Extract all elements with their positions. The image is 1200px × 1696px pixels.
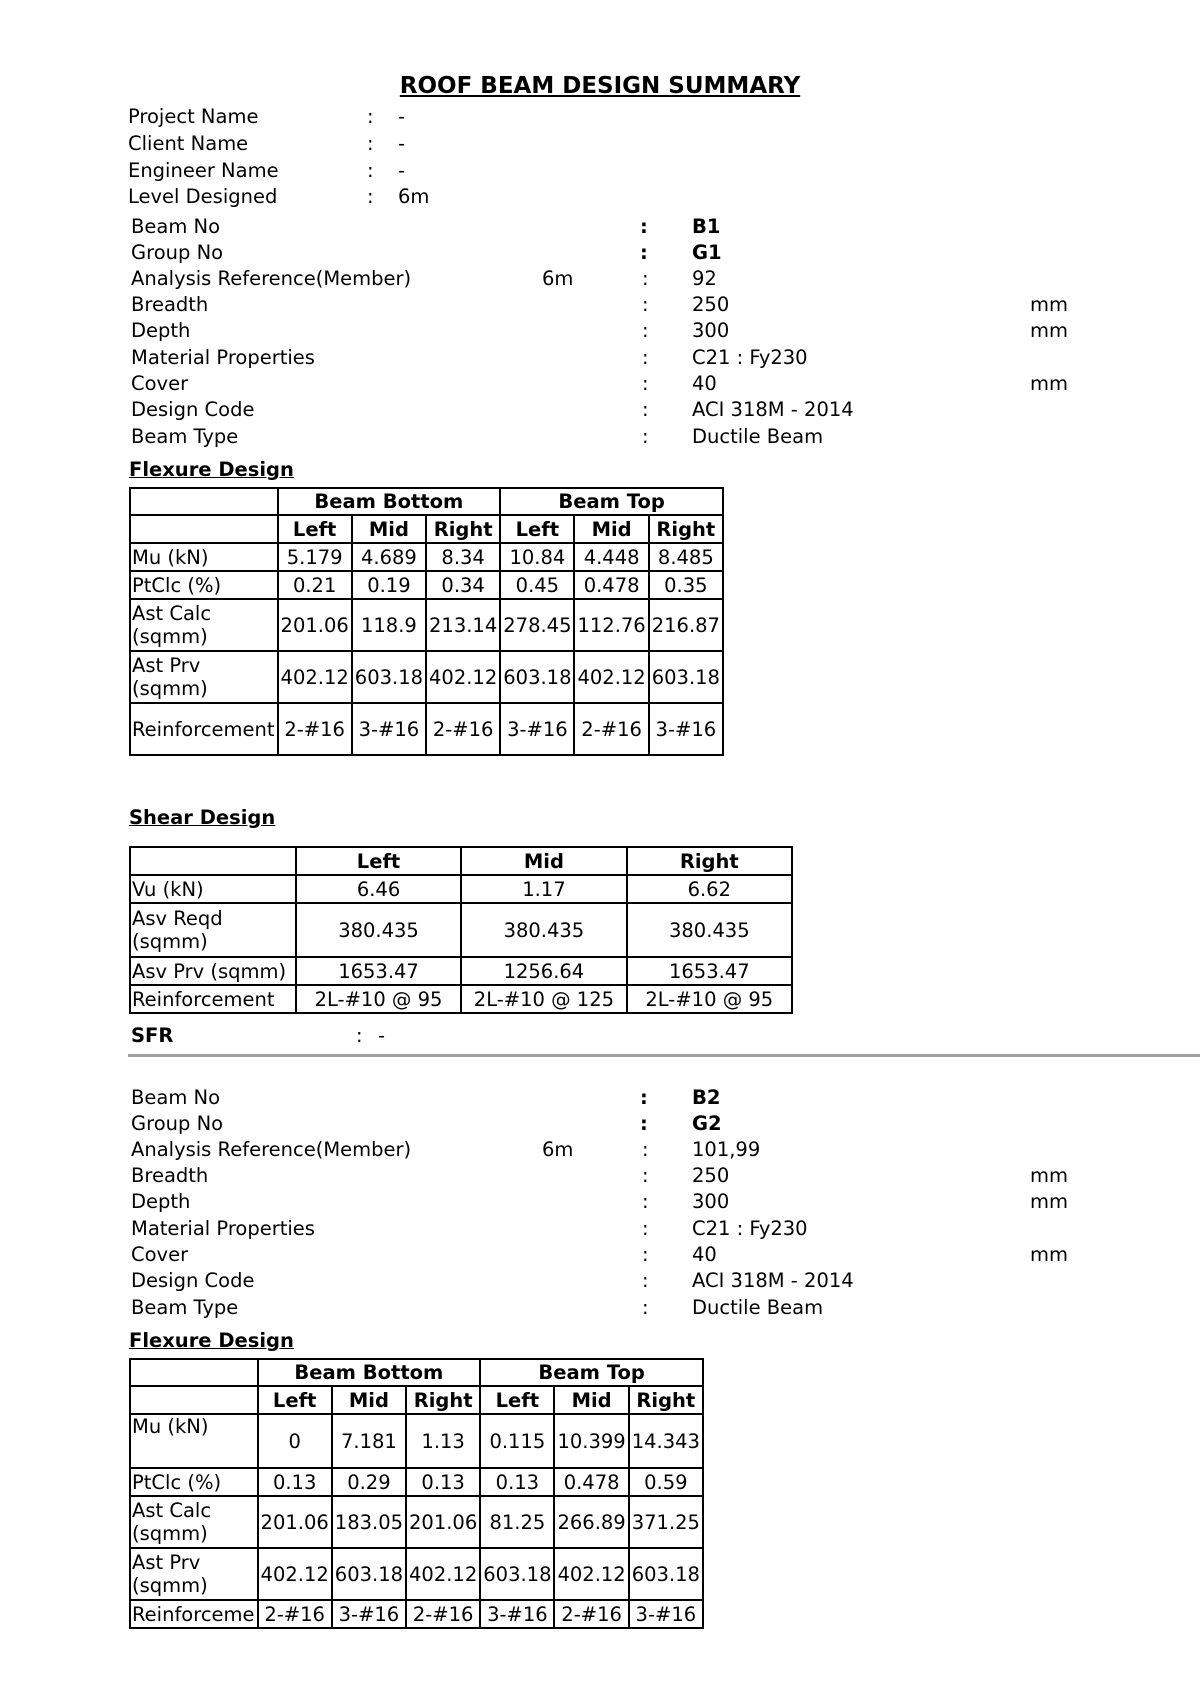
- cell: 2-#16: [278, 703, 352, 755]
- table-row: [130, 703, 723, 755]
- prop-sep: :: [640, 1086, 648, 1109]
- prop-sep: :: [642, 1138, 649, 1161]
- flexure-heading: Flexure Design: [129, 458, 294, 481]
- cell: 2-#16: [574, 703, 648, 755]
- table-row: [130, 543, 723, 571]
- prop-sep: :: [642, 1296, 649, 1319]
- prop-sep: :: [642, 1164, 649, 1187]
- column-header: Mid: [461, 847, 626, 875]
- cell: 3-#16: [332, 1600, 406, 1628]
- cell: 3-#16: [629, 1600, 703, 1628]
- sub-header: Left: [278, 515, 352, 543]
- prop-label: Cover: [131, 372, 189, 395]
- cell: 0.13: [480, 1468, 554, 1496]
- prop-label: Depth: [131, 319, 191, 342]
- sfr-label: SFR: [131, 1024, 174, 1047]
- cell: 0.34: [426, 571, 500, 599]
- prop-value: Ductile Beam: [692, 1296, 824, 1319]
- cell: 0: [258, 1414, 332, 1468]
- project-name-sep: :: [367, 105, 374, 128]
- prop-label: Design Code: [131, 1269, 255, 1292]
- client-name-sep: :: [367, 132, 374, 155]
- sub-header: Mid: [574, 515, 648, 543]
- prop-label: Breadth: [131, 1164, 209, 1187]
- column-header: Right: [627, 847, 792, 875]
- cell: 10.399: [554, 1414, 628, 1468]
- prop-mid: 6m: [542, 1138, 574, 1161]
- flexure-table: [129, 487, 724, 756]
- cell: 402.12: [554, 1548, 628, 1600]
- client-name-label: Client Name: [128, 132, 249, 155]
- prop-value: Ductile Beam: [692, 425, 824, 448]
- cell: 0.13: [258, 1468, 332, 1496]
- cell: 402.12: [426, 651, 500, 703]
- sfr-sep: :: [356, 1024, 363, 1047]
- prop-value: 250: [692, 293, 730, 316]
- cell: 603.18: [649, 651, 723, 703]
- table-row: [130, 1468, 703, 1496]
- cell: 0.35: [649, 571, 723, 599]
- prop-value: 40: [692, 372, 717, 395]
- prop-label: Cover: [131, 1243, 189, 1266]
- prop-unit: mm: [1030, 1243, 1068, 1266]
- prop-label: Group No: [131, 1112, 224, 1135]
- sub-header: Left: [500, 515, 574, 543]
- table-row: [130, 875, 792, 903]
- cell: 402.12: [406, 1548, 480, 1600]
- prop-label: Beam No: [131, 1086, 221, 1109]
- prop-value: 92: [692, 267, 717, 290]
- prop-mid: 6m: [542, 267, 574, 290]
- prop-sep: :: [642, 319, 649, 342]
- prop-sep: :: [642, 372, 649, 395]
- row-label: Asv Reqd (sqmm): [130, 903, 296, 957]
- cell: 0.59: [629, 1468, 703, 1496]
- cell: 278.45: [500, 599, 574, 651]
- empty-cell: [130, 847, 296, 875]
- cell: 3-#16: [500, 703, 574, 755]
- column-header: Left: [296, 847, 461, 875]
- cell: 14.343: [629, 1414, 703, 1468]
- row-label: Ast Prv (sqmm): [130, 651, 278, 703]
- prop-label: Depth: [131, 1190, 191, 1213]
- row-label: Vu (kN): [130, 875, 296, 903]
- sfr-value: -: [378, 1024, 386, 1047]
- sub-header: Mid: [352, 515, 426, 543]
- prop-value: ACI 318M - 2014: [692, 1269, 854, 1292]
- cell: 0.29: [332, 1468, 406, 1496]
- row-label: Reinforcement: [130, 985, 296, 1013]
- cell: 216.87: [649, 599, 723, 651]
- row-label: Ast Calc (sqmm): [130, 599, 278, 651]
- cell: 2-#16: [426, 703, 500, 755]
- row-label: Reinforceme: [130, 1600, 258, 1628]
- cell: 1.17: [461, 875, 626, 903]
- empty-cell: [130, 488, 278, 515]
- sub-header: Mid: [332, 1386, 406, 1414]
- cell: 380.435: [461, 903, 626, 957]
- prop-value: 250: [692, 1164, 730, 1187]
- cell: 201.06: [258, 1496, 332, 1548]
- empty-cell: [130, 515, 278, 543]
- prop-value: 300: [692, 1190, 730, 1213]
- group-header: Beam Bottom: [278, 488, 501, 515]
- cell: 603.18: [629, 1548, 703, 1600]
- row-label: Ast Prv (sqmm): [130, 1548, 258, 1600]
- row-label: PtClc (%): [130, 1468, 258, 1496]
- group-header: Beam Bottom: [258, 1359, 481, 1386]
- prop-sep: :: [642, 346, 649, 369]
- row-label: Ast Calc (sqmm): [130, 1496, 258, 1548]
- prop-sep: :: [642, 398, 649, 421]
- cell: 603.18: [480, 1548, 554, 1600]
- cell: 6.62: [627, 875, 792, 903]
- sub-header: Right: [426, 515, 500, 543]
- prop-unit: mm: [1030, 293, 1068, 316]
- prop-label: Beam No: [131, 215, 221, 238]
- cell: 1256.64: [461, 957, 626, 985]
- level-designed-label: Level Designed: [128, 185, 278, 208]
- cell: 4.448: [574, 543, 648, 571]
- cell: 0.478: [574, 571, 648, 599]
- prop-value: B2: [692, 1086, 721, 1109]
- cell: 402.12: [278, 651, 352, 703]
- page-title: ROOF BEAM DESIGN SUMMARY: [399, 73, 801, 99]
- prop-value: 40: [692, 1243, 717, 1266]
- engineer-name-sep: :: [367, 159, 374, 182]
- cell: 0.13: [406, 1468, 480, 1496]
- prop-sep: :: [640, 241, 648, 264]
- cell: 1.13: [406, 1414, 480, 1468]
- row-label: Reinforcement: [130, 703, 278, 755]
- cell: 3-#16: [649, 703, 723, 755]
- cell: 213.14: [426, 599, 500, 651]
- prop-label: Breadth: [131, 293, 209, 316]
- cell: 0.21: [278, 571, 352, 599]
- cell: 266.89: [554, 1496, 628, 1548]
- table-row: [130, 957, 792, 985]
- row-label: Mu (kN): [130, 543, 278, 571]
- flexure-heading: Flexure Design: [129, 1329, 294, 1352]
- level-designed-value: 6m: [398, 185, 430, 208]
- prop-label: Material Properties: [131, 346, 315, 369]
- engineer-name-value: -: [398, 159, 406, 182]
- cell: 183.05: [332, 1496, 406, 1548]
- cell: 201.06: [406, 1496, 480, 1548]
- cell: 6.46: [296, 875, 461, 903]
- flexure-table: [129, 1358, 704, 1629]
- cell: 0.19: [352, 571, 426, 599]
- client-name-value: -: [398, 132, 406, 155]
- table-row: [130, 903, 792, 957]
- table-row: [130, 599, 723, 651]
- cell: 10.84: [500, 543, 574, 571]
- cell: 2L-#10 @ 125: [461, 985, 626, 1013]
- table-row: [130, 1600, 703, 1628]
- project-name-value: -: [398, 105, 406, 128]
- cell: 4.689: [352, 543, 426, 571]
- cell: 5.179: [278, 543, 352, 571]
- prop-value: 101,99: [692, 1138, 761, 1161]
- cell: 2-#16: [554, 1600, 628, 1628]
- group-header: Beam Top: [500, 488, 723, 515]
- cell: 0.115: [480, 1414, 554, 1468]
- cell: 380.435: [627, 903, 792, 957]
- prop-sep: :: [640, 215, 648, 238]
- cell: 7.181: [332, 1414, 406, 1468]
- prop-sep: :: [642, 425, 649, 448]
- prop-label: Beam Type: [131, 425, 239, 448]
- cell: 402.12: [574, 651, 648, 703]
- cell: 8.34: [426, 543, 500, 571]
- prop-label: Analysis Reference(Member): [131, 1138, 412, 1161]
- cell: 1653.47: [627, 957, 792, 985]
- cell: 380.435: [296, 903, 461, 957]
- table-row: [130, 985, 792, 1013]
- prop-sep: :: [642, 1190, 649, 1213]
- cell: 603.18: [500, 651, 574, 703]
- cell: 2-#16: [406, 1600, 480, 1628]
- cell: 2L-#10 @ 95: [296, 985, 461, 1013]
- prop-label: Analysis Reference(Member): [131, 267, 412, 290]
- prop-sep: :: [640, 1112, 648, 1135]
- prop-sep: :: [642, 293, 649, 316]
- sub-header: Right: [649, 515, 723, 543]
- cell: 3-#16: [352, 703, 426, 755]
- cell: 8.485: [649, 543, 723, 571]
- prop-value: ACI 318M - 2014: [692, 398, 854, 421]
- prop-unit: mm: [1030, 319, 1068, 342]
- table-row: [130, 1414, 703, 1468]
- engineer-name-label: Engineer Name: [128, 159, 279, 182]
- shear-table: [129, 846, 793, 1014]
- cell: 112.76: [574, 599, 648, 651]
- prop-value: G1: [692, 241, 722, 264]
- row-label: PtClc (%): [130, 571, 278, 599]
- project-name-label: Project Name: [128, 105, 259, 128]
- prop-sep: :: [642, 1243, 649, 1266]
- prop-sep: :: [642, 1217, 649, 1240]
- prop-label: Material Properties: [131, 1217, 315, 1240]
- table-row: [130, 1496, 703, 1548]
- level-designed-sep: :: [367, 185, 374, 208]
- prop-value: B1: [692, 215, 721, 238]
- empty-cell: [130, 1359, 258, 1386]
- sub-header: Mid: [554, 1386, 628, 1414]
- cell: 3-#16: [480, 1600, 554, 1628]
- row-label: Mu (kN): [130, 1414, 258, 1468]
- cell: 2L-#10 @ 95: [627, 985, 792, 1013]
- prop-label: Group No: [131, 241, 224, 264]
- prop-unit: mm: [1030, 1164, 1068, 1187]
- prop-label: Beam Type: [131, 1296, 239, 1319]
- table-row: [130, 1548, 703, 1600]
- sub-header: Left: [258, 1386, 332, 1414]
- group-header: Beam Top: [480, 1359, 703, 1386]
- prop-sep: :: [642, 1269, 649, 1292]
- prop-value: C21 : Fy230: [692, 1217, 808, 1240]
- cell: 371.25: [629, 1496, 703, 1548]
- prop-value: G2: [692, 1112, 722, 1135]
- cell: 603.18: [352, 651, 426, 703]
- sub-header: Right: [629, 1386, 703, 1414]
- cell: 201.06: [278, 599, 352, 651]
- cell: 603.18: [332, 1548, 406, 1600]
- table-row: [130, 651, 723, 703]
- prop-unit: mm: [1030, 1190, 1068, 1213]
- sub-header: Right: [406, 1386, 480, 1414]
- row-label: Asv Prv (sqmm): [130, 957, 296, 985]
- empty-cell: [130, 1386, 258, 1414]
- prop-unit: mm: [1030, 372, 1068, 395]
- prop-label: Design Code: [131, 398, 255, 421]
- cell: 402.12: [258, 1548, 332, 1600]
- prop-value: C21 : Fy230: [692, 346, 808, 369]
- cell: 0.478: [554, 1468, 628, 1496]
- section-divider: [128, 1054, 1200, 1057]
- cell: 1653.47: [296, 957, 461, 985]
- cell: 118.9: [352, 599, 426, 651]
- sub-header: Left: [480, 1386, 554, 1414]
- shear-heading: Shear Design: [129, 806, 276, 829]
- cell: 0.45: [500, 571, 574, 599]
- cell: 2-#16: [258, 1600, 332, 1628]
- cell: 81.25: [480, 1496, 554, 1548]
- table-row: [130, 571, 723, 599]
- prop-sep: :: [642, 267, 649, 290]
- prop-value: 300: [692, 319, 730, 342]
